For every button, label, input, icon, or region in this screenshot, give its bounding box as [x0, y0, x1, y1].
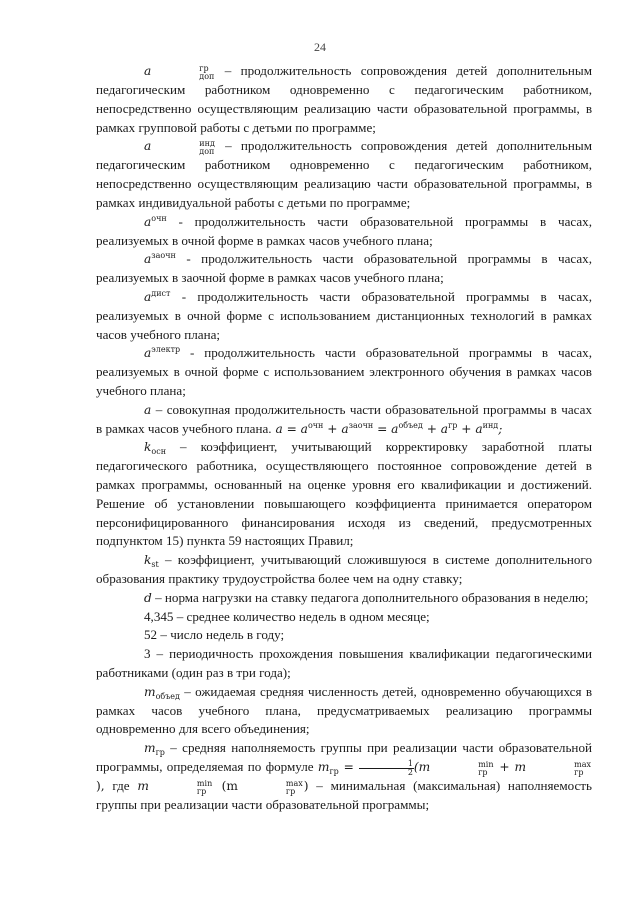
- definition-k-st: [96, 551, 592, 589]
- definition-text: - продолжительность части образовательной программы в часах, реализуемых в заочной форме в рамках часов учебного плана;: [96, 251, 592, 286]
- symbol: k: [144, 440, 152, 455]
- minmax-formula: m min гр (m max гр ): [137, 778, 309, 796]
- superscript: дист: [151, 288, 171, 298]
- symbol: a: [144, 214, 152, 229]
- definition-a-total: [96, 401, 592, 439]
- superscript: заочн: [151, 251, 176, 261]
- continuation-text: где: [112, 777, 138, 793]
- definition-m-gr: [96, 739, 592, 815]
- definition-text: – ожидаемая средняя численность детей, одновременно обучающихся в рамках часов учебного плана, предусматриваемых реализацию программы одновременно для всего объединения;: [96, 683, 592, 737]
- symbol: a: [144, 346, 152, 361]
- symbol: a: [144, 402, 152, 417]
- definition-a-gr-dop: [96, 62, 592, 137]
- fraction: $\frac{1}{2}$: [359, 760, 414, 777]
- subscript: гр: [155, 748, 165, 758]
- subscript: объед: [155, 691, 180, 701]
- definition-text: - продолжительность части образовательной программы в часах, реализуемых в очной форме с использованием электронного обучения в рамках часов учебного плана;: [96, 345, 592, 398]
- page-number: 24: [314, 40, 326, 54]
- symbol: a: [144, 289, 152, 304]
- subscript: доп: [199, 72, 215, 81]
- document-body: [96, 62, 592, 815]
- definition-a-elektr: [96, 344, 592, 400]
- superscript: очн: [151, 213, 167, 223]
- definition-qualification-period: 3 – периодичность прохождения повышения квалификации педагогическими работниками (один раз в три года);: [96, 646, 592, 680]
- definition-d: [96, 589, 592, 608]
- total-formula: $a = a^{очн} + a^{заочн} = a^{объед} + a^{гр} + a^{инд}$;: [271, 420, 503, 436]
- subscript: st: [151, 560, 159, 570]
- symbol: a: [144, 64, 152, 78]
- definition-text: - продолжительность части образовательной программы в часах, реализуемых в очной форме в рамках часов учебного плана;: [96, 213, 592, 248]
- definition-a-ind-dop: [96, 137, 592, 212]
- definition-text: – минимальная (максимальная) наполняемость группы при реализации части образовательной программы;: [96, 777, 592, 812]
- definition-text: – продолжительность сопровождения детей дополнительным педагогическим работником одновременно с педагогическим работником, непосредственно осуществляющим реализацию части образовательной программы, в рамках групповой работы с детьми по программе;: [96, 63, 592, 135]
- definition-text: - продолжительность части образовательной программы в часах, реализуемых в очной форме с использованием дистанционных технологий в рамках часов учебного плана;: [96, 288, 592, 342]
- definition-a-zaochn: [96, 250, 592, 288]
- subscript: доп: [199, 147, 215, 157]
- definition-a-dist: [96, 288, 592, 344]
- symbol: m: [144, 741, 156, 756]
- definition-text: – продолжительность сопровождения детей дополнительным педагогическим работником одновременно с педагогическим работником, непосредственно осуществляющим реализацию части образовательной программы, в рамках индивидуальной работы с детьми по программе;: [96, 138, 592, 210]
- subscript: осн: [151, 447, 167, 457]
- superscript: электр: [151, 345, 181, 355]
- symbol: a: [144, 252, 152, 267]
- definition-text: – средняя наполняемость группы при реализации части образовательной программы, определяемая по формуле: [96, 740, 592, 774]
- definition-m-obed: [96, 683, 592, 739]
- definition-k-osn: [96, 438, 592, 551]
- definition-weeks-year: 52 – число недель в году;: [144, 627, 285, 643]
- symbol: a: [144, 139, 152, 154]
- definition-text: – норма нагрузки на ставку педагога дополнительного образования в неделю;: [151, 589, 589, 605]
- definition-text: – коэффициент, учитывающий сложившуюся в системе дополнительного образования практику трудоустройства более чем на одну ставку;: [96, 552, 592, 586]
- definition-weeks-month: 4,345 – среднее количество недель в одном месяце;: [144, 608, 430, 624]
- symbol: k: [144, 553, 152, 568]
- symbol: d: [144, 590, 152, 605]
- symbol: m: [144, 684, 156, 699]
- definition-a-ochn: [96, 213, 592, 251]
- definition-text: – коэффициент, учитывающий корректировку заработной платы педагогического работника, осуществляющего постоянное сопровождение детей в рамках программы, основанный на оценке уровня его квалификации и достижений. Решение об установлении повышающего коэффициента принимается оператором персонифицированного финансирования исходя из сведений, предусмотренных подпунктом 15) пункта 59 настоящих Правил;: [96, 439, 592, 549]
- superscript: гр: [199, 64, 209, 73]
- superscript: инд: [199, 139, 215, 149]
- group-formula: $m_{гр}$ = $\frac{1}{2}$ (m min гр + m max гр ),: [96, 758, 591, 793]
- definition-text: – совокупная продолжительность части образовательной программы в часах в рамках часов учебного плана.: [96, 401, 592, 436]
